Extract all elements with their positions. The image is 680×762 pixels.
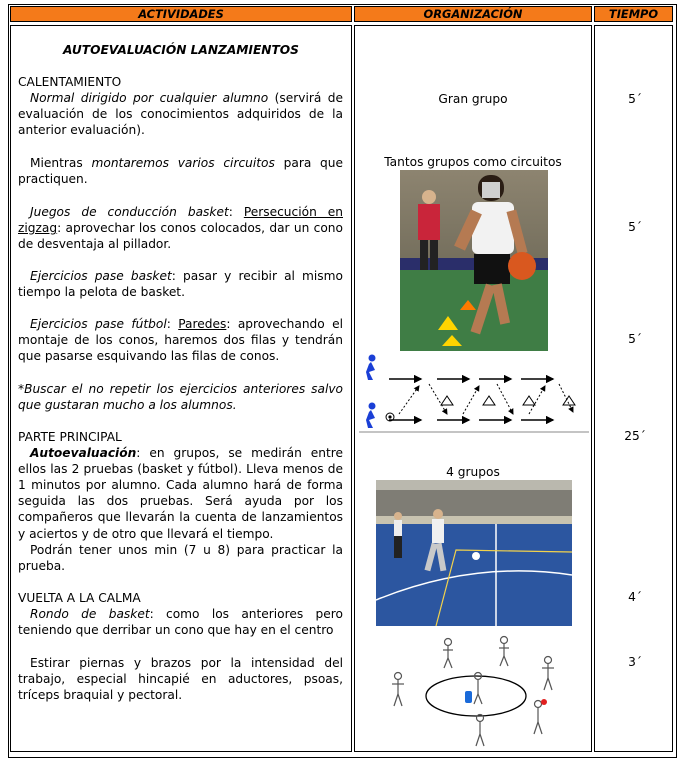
note-paragraph	[18, 381, 343, 413]
org-gran-grupo: Gran grupo	[438, 92, 508, 106]
p5-em: Ejercicios pase fútbol	[30, 317, 167, 331]
principal-block	[18, 429, 343, 574]
p5-rest: : aprovechando el montaje de los conos, haremos dos filas y tendrán que pasarse esquivando las filas de conos.	[18, 317, 344, 364]
rondo-circle	[426, 676, 526, 716]
tiempo-2: 5´	[628, 220, 642, 234]
rondo-diagram	[388, 634, 558, 752]
center-cone	[465, 691, 472, 703]
p3-rest: : aprovechar los conos colocados, dar un cono de desventaja al pillador.	[18, 221, 343, 252]
header-organizacion: ORGANIZACIÓN	[354, 6, 592, 22]
p5-colon: :	[166, 317, 179, 331]
org-cuatro-grupos: 4 grupos	[446, 465, 500, 479]
estirar-paragraph	[18, 655, 343, 703]
pase-futbol-paragraph	[18, 316, 343, 364]
p1-rest: (servirá de evaluación de los conocimientos adquiridos de la anterior evaluación).	[18, 91, 343, 138]
note-text: *Buscar el no repetir los ejercicios anteriores salvo que gustaran mucho a los alumnos.	[18, 382, 343, 413]
gym-photo	[376, 480, 572, 626]
p4-em: Ejercicios pase basket	[30, 269, 172, 283]
principal-rest: : en grupos, se medirán entre ellos las 2 pruebas (basket y fútbol). Lleva menos de 1 minutos por alumno. Cada alumno hará de forma seguida las dos pruebas. Será ayuda por los compañeros que llevarán la cuenta de lanzamientos y aciertos y de otro que llevará el tiempo.	[18, 446, 343, 541]
calentamiento-heading: CALENTAMIENTO	[18, 75, 122, 89]
p3-em: Juegos de conducción basket	[30, 205, 229, 219]
p2-pre: Mientras	[30, 156, 92, 170]
calentamiento-p1	[18, 90, 343, 138]
p1-em: Normal dirigido por cualquier alumno	[30, 91, 269, 106]
session-title: AUTOEVALUACIÓN LANZAMIENTOS	[63, 43, 299, 57]
tiempo-column	[594, 25, 673, 752]
tiempo-4: 25´	[624, 429, 646, 443]
p3-colon: :	[228, 205, 244, 219]
principal-practice: Podrán tener unos min (7 u 8) para practicar la prueba.	[18, 542, 343, 573]
calma-block	[18, 590, 343, 638]
p4-rest: : pasar y recibir al mismo tiempo la pelota de basket.	[18, 269, 343, 300]
tiempo-6: 3´	[628, 655, 642, 669]
pase-basket-paragraph	[18, 268, 343, 300]
estirar-text: Estirar piernas y brazos por la intensidad del trabajo, especial hincapié en aductores, psoas, tríceps braquial y pectoral.	[18, 656, 343, 703]
rondo-rest: : como los anteriores pero teniendo que derribar un cono que hay en el centro	[18, 607, 343, 638]
tiempo-5: 4´	[628, 590, 642, 604]
player-figure-bottom	[366, 403, 376, 429]
p3-underline: Persecución en zigzag	[18, 205, 343, 236]
p5-underline: Paredes	[178, 317, 227, 331]
basketball-dribble-photo	[400, 170, 548, 351]
tiempo-3: 5´	[628, 332, 642, 346]
org-tantos-grupos: Tantos grupos como circuitos	[384, 155, 562, 169]
circuitos-paragraph	[18, 155, 343, 187]
tiempo-1: 5´	[628, 92, 642, 106]
calma-heading: VUELTA A LA CALMA	[18, 591, 141, 605]
p2-rest: para que practiquen.	[18, 156, 343, 187]
calentamiento-block	[18, 74, 343, 138]
autoevaluacion-em: Autoevaluación	[30, 446, 137, 461]
circuit-diagram	[359, 352, 589, 434]
header-actividades: ACTIVIDADES	[10, 6, 352, 22]
p2-em: montaremos varios circuitos	[91, 156, 275, 170]
conduccion-paragraph	[18, 204, 343, 252]
rondo-em: Rondo de basket	[30, 607, 150, 622]
player-figure-top	[366, 355, 376, 381]
principal-heading: PARTE PRINCIPAL	[18, 430, 122, 444]
header-tiempo: TIEMPO	[594, 6, 673, 22]
